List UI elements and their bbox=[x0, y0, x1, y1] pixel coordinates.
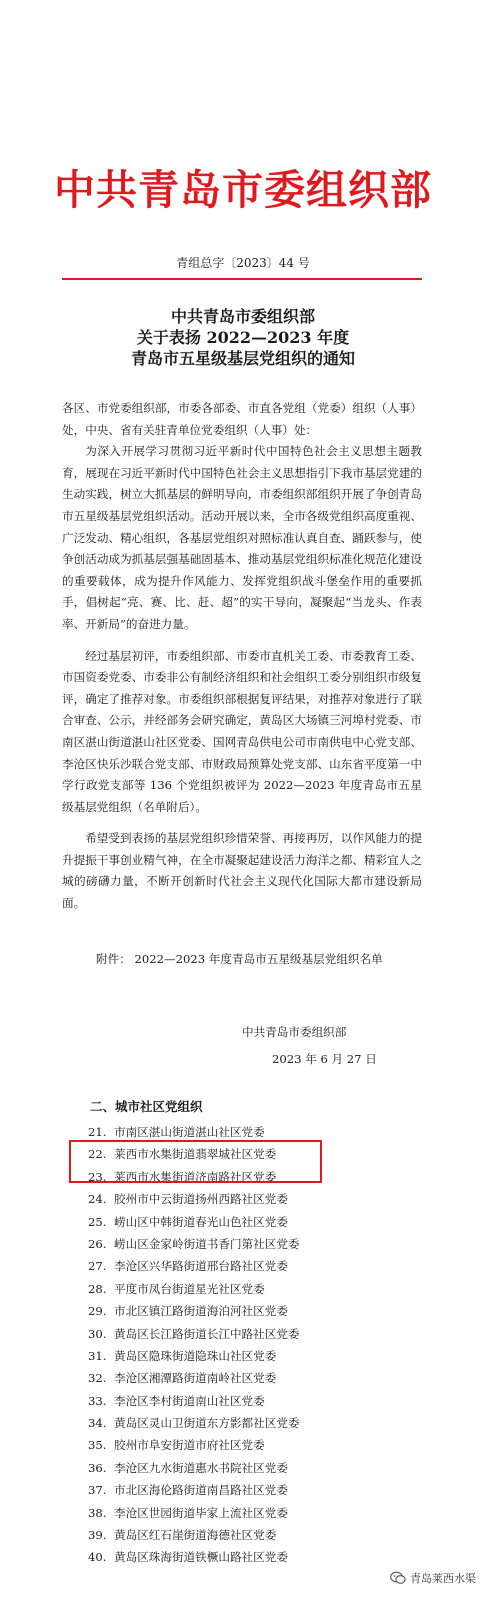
list-item bbox=[88, 1412, 300, 1434]
signature-date: 2023 年 6 月 27 日 bbox=[272, 1052, 377, 1066]
title-line-1: 中共青岛市委组织部 bbox=[170, 307, 315, 326]
list-item-number: 24. bbox=[88, 1192, 107, 1207]
list-item-name: 李沧区李村街道南山社区党委 bbox=[114, 1393, 265, 1408]
wechat-icon bbox=[390, 1571, 406, 1585]
list-item-number: 38. bbox=[88, 1505, 107, 1520]
highlight-annotation-box bbox=[69, 1140, 322, 1183]
list-item-number: 37. bbox=[88, 1483, 107, 1498]
paragraph-2: 经过基层初评，市委组织部、市委市直机关工委、市委教育工委、市国资委党委、市委非公有制经济组织和社会组织工委分别组织市级复评，确定了推荐对象。市委组织部根据复评结果，对推荐对象进行了联合审查、公示，并经部务会研究确定，黄岛区大场镇三河埠村党委、市南区湛山街道湛山社区党委、国网青岛供电公司市南供电中心党支部、李沧区快乐沙联合党支部、市财政局预算处党支部、山东省平度第一中学行政党支部等 136 个党组织被评为 2022—2023 年度青岛市五星级基层党组织（名单附后）。 bbox=[62, 648, 422, 814]
list-item bbox=[88, 1546, 300, 1568]
list-item bbox=[88, 1457, 300, 1479]
list-item-number: 32. bbox=[88, 1371, 107, 1386]
list-item-name: 市南区湛山街道湛山社区党委 bbox=[114, 1125, 265, 1139]
list-item bbox=[88, 1479, 300, 1501]
list-item-number: 36. bbox=[88, 1460, 107, 1475]
organization-list bbox=[88, 1121, 300, 1569]
list-item-number: 34. bbox=[88, 1416, 107, 1431]
list-item-number: 30. bbox=[88, 1326, 107, 1341]
list-item-name: 黄岛区红石崖街道海德社区党委 bbox=[114, 1528, 277, 1543]
list-item-number: 25. bbox=[88, 1214, 107, 1229]
masthead-title: 中共青岛市委组织部 bbox=[54, 166, 432, 214]
list-item-number: 33. bbox=[88, 1393, 107, 1408]
notice-body bbox=[62, 398, 422, 915]
red-divider-line bbox=[62, 278, 422, 280]
list-item bbox=[88, 1367, 300, 1389]
list-item-name: 市北区海伦路街道南昌路社区党委 bbox=[114, 1483, 288, 1498]
list-item bbox=[88, 1255, 300, 1277]
list-item bbox=[88, 1524, 300, 1546]
list-item bbox=[88, 1278, 300, 1300]
list-item-name: 李沧区九水街道惠水书院社区党委 bbox=[114, 1460, 288, 1475]
list-item bbox=[88, 1345, 300, 1367]
list-item bbox=[88, 1502, 300, 1524]
list-item bbox=[88, 1300, 300, 1322]
paragraph-1: 为深入开展学习贯彻习近平新时代中国特色社会主义思想主题教育，展现在习近平新时代中国特色社会主义思想指引下我市基层党建的生动实践，树立大抓基层的鲜明导向，市委组织部组织开展了争创青岛市五星级基层党组织活动。活动开展以来，全市各级党组织高度重视、广泛发动、精心组织，各基层党组织对照标准认真自查、踊跃参与，使争创活动成为抓基层强基础固基本、推动基层党组织标准化规范化建设的重要载体，成为提升作风能力、发挥党组织战斗堡垒作用的重要抓手，倡树起“亮、赛、比、赶、超”的实干导向，凝聚起“当龙头、作表率、开新局”的奋进力量。 bbox=[62, 444, 422, 631]
list-item bbox=[88, 1211, 300, 1233]
watermark-text: 青岛莱西水渠 bbox=[410, 1572, 476, 1585]
list-item-name: 莱西市水集街道翡翠城社区党委 bbox=[114, 1147, 277, 1162]
salutation: 各区、市党委组织部，市委各部委、市直各党组（党委）组织（人事）处，中央、省有关驻青单位党委组织（人事）处： bbox=[62, 401, 422, 437]
list-item-name: 李沧区湘潭路街道南岭社区党委 bbox=[114, 1371, 277, 1386]
attachment-line: 附件： 2022—2023 年度青岛市五星级基层党组织名单 bbox=[96, 952, 383, 966]
list-item-name: 市北区镇江路街道海泊河社区党委 bbox=[114, 1304, 288, 1319]
list-item-name: 黄岛区珠海街道铁橛山路社区党委 bbox=[114, 1550, 288, 1565]
list-item-number: 39. bbox=[88, 1528, 107, 1543]
list-item-number: 21. bbox=[88, 1125, 107, 1139]
list-item-name: 黄岛区长江路街道长江中路社区党委 bbox=[114, 1326, 300, 1341]
list-item bbox=[88, 1390, 300, 1412]
paragraph-3: 希望受到表扬的基层党组织珍惜荣誉、再接再厉，以作风能力的提升提振干事创业精气神，在全市凝聚起建设活力海洋之都、精彩宜人之城的磅礴力量，不断开创新时代社会主义现代化国际大都市建设新局面。 bbox=[62, 831, 422, 911]
list-item-name: 崂山区金家岭街道书香门第社区党委 bbox=[114, 1236, 300, 1251]
list-item-name: 李沧区世园街道毕家上流社区党委 bbox=[114, 1505, 288, 1520]
list-item bbox=[88, 1434, 300, 1456]
list-item-name: 李沧区兴华路街道邢台路社区党委 bbox=[114, 1259, 288, 1274]
list-item-name: 黄岛区灵山卫街道东方影都社区党委 bbox=[114, 1416, 300, 1431]
list-item-name: 胶州市阜安街道市府社区党委 bbox=[114, 1438, 265, 1453]
title-line-2: 关于表扬 2022—2023 年度 bbox=[136, 328, 350, 347]
source-watermark bbox=[386, 1568, 480, 1588]
list-item-number: 23. bbox=[88, 1169, 107, 1184]
list-item-number: 29. bbox=[88, 1304, 107, 1319]
signature-org: 中共青岛市委组织部 bbox=[242, 1025, 347, 1039]
list-item-name: 崂山区中韩街道春光山色社区党委 bbox=[114, 1214, 288, 1229]
list-item-number: 31. bbox=[88, 1348, 107, 1363]
list-item-number: 40. bbox=[88, 1550, 107, 1565]
section-heading: 二、城市社区党组织 bbox=[90, 1099, 203, 1114]
list-item-number: 22. bbox=[88, 1147, 107, 1162]
list-item bbox=[88, 1233, 300, 1255]
list-item bbox=[88, 1323, 300, 1345]
title-line-3: 青岛市五星级基层党组织的通知 bbox=[130, 349, 355, 368]
list-item-number: 28. bbox=[88, 1281, 107, 1296]
list-item-number: 26. bbox=[88, 1236, 107, 1251]
notice-title bbox=[0, 306, 486, 369]
list-item-number: 27. bbox=[88, 1259, 107, 1274]
list-item-name: 平度市凤台街道星光社区党委 bbox=[114, 1281, 265, 1296]
list-item-name: 莱西市水集街道济南路社区党委 bbox=[114, 1169, 277, 1184]
document-number: 青组总字〔2023〕44 号 bbox=[176, 256, 310, 270]
list-item-name: 胶州市中云街道扬州西路社区党委 bbox=[114, 1192, 288, 1207]
list-item bbox=[88, 1188, 300, 1210]
list-item-number: 35. bbox=[88, 1438, 107, 1453]
list-item-name: 黄岛区隐珠街道隐珠山社区党委 bbox=[114, 1348, 277, 1363]
